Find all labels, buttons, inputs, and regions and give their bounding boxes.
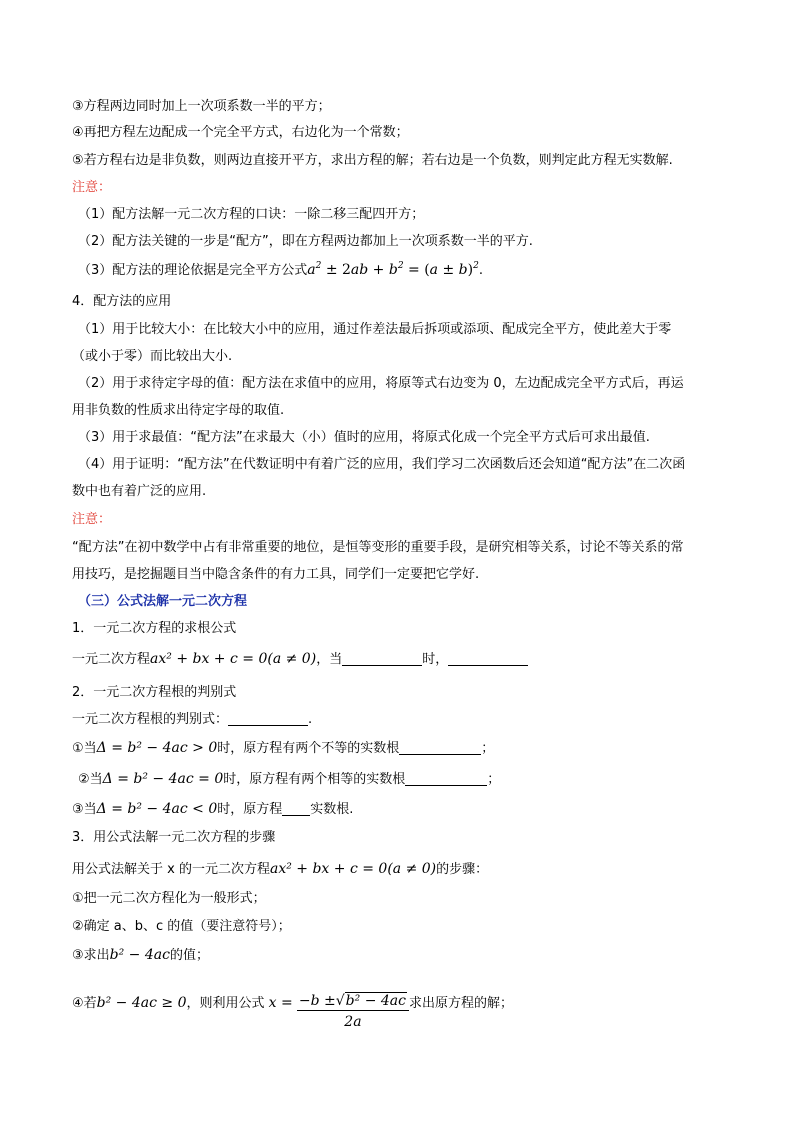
- note-heading-2: 注意：: [72, 512, 112, 527]
- discriminant-zero: Δ = b² − 4ac = 0: [102, 771, 224, 787]
- square-formula: $a^2 \pm 2ab + b^2 = (a \pm b)^2$: [307, 261, 479, 278]
- discriminant-expr: b² − 4ac: [109, 947, 170, 963]
- fill-blank: [342, 652, 422, 666]
- step-3-text: ③方程两边同时加上一次项系数一半的平方；: [72, 99, 331, 114]
- app-4-line-2: 数中也有着广泛的应用.: [72, 484, 207, 499]
- root-formula-lhs: x =: [268, 995, 293, 1011]
- step-list-1: ①把一元二次方程化为一般形式；: [72, 891, 266, 906]
- fill-blank: [399, 741, 481, 755]
- step-5-text: ⑤若方程右边是非负数，则两边直接开平方，求出方程的解；若右边是一个负数，则判定此方程无实数解.: [72, 153, 673, 168]
- app-3-text: （3）用于求最值：“配方法”在求最大（小）值时的应用，将原式化成一个完全平方式后可求出最值.: [78, 430, 650, 445]
- case-2: ②当Δ = b² − 4ac = 0时，原方程有两个相等的实数根 ；: [78, 771, 501, 787]
- discriminant-positive: Δ = b² − 4ac > 0: [96, 740, 218, 756]
- discriminant-negative: Δ = b² − 4ac < 0: [96, 801, 218, 817]
- fill-blank: [228, 712, 308, 726]
- note-para-line-2: 用技巧，是挖掘题目当中隐含条件的有力工具，同学们一定要把它学好.: [72, 567, 480, 582]
- step-list-4: ④若b² − 4ac ≥ 0，则利用公式 x = $\frac{\text{−b ±√b² − 4ac}}{2a}$ 求出原方程的解；: [72, 993, 513, 1030]
- note-item-3-label: （3）配方法的理论依据是完全平方公式: [78, 263, 308, 278]
- fill-blank: [282, 802, 310, 816]
- note-item-2: （2）配方法关键的一步是“配方”，即在方程两边都加上一次项系数一半的平方.: [78, 234, 533, 249]
- section-3-heading: （三）公式法解一元二次方程: [78, 594, 248, 609]
- formula-1-text: 一元二次方程ax² + bx + c = 0(a ≠ 0)，当 时，: [72, 650, 528, 669]
- note-para-line-1: “配方法”在初中数学中占有非常重要的地位，是恒等变形的重要手段，是研究相等关系，讨论不等关系的常: [72, 540, 684, 555]
- quadratic-equation-2: ax² + bx + c = 0(a ≠ 0): [269, 861, 437, 877]
- case-1: ①当Δ = b² − 4ac > 0时，原方程有两个不等的实数根 ；: [72, 740, 495, 756]
- formula-2-title: 2．一元二次方程根的判别式: [72, 685, 237, 700]
- app-1-line-2: （或小于零）而比较出大小.: [72, 349, 233, 364]
- note-item-1: （1）配方法解一元二次方程的口诀：一除二移三配四开方；: [78, 207, 425, 222]
- step-list-3: ③求出b² − 4ac的值；: [72, 947, 209, 963]
- formula-1-title: 1．一元二次方程的求根公式: [72, 621, 237, 636]
- formula-3-text: 用公式法解关于 x 的一元二次方程ax² + bx + c = 0(a ≠ 0)的步骤：: [72, 861, 489, 877]
- case-3: ③当Δ = b² − 4ac < 0时，原方程 实数根.: [72, 801, 354, 817]
- step-4-text: ④再把方程左边配成一个完全平方式，右边化为一个常数；: [72, 125, 409, 140]
- app-4-line-1: （4）用于证明：“配方法”在代数证明中有着广泛的应用，我们学习二次函数后还会知道“配方法”在二次函: [78, 457, 686, 472]
- fill-blank: [448, 652, 528, 666]
- note-heading: 注意：: [72, 180, 112, 195]
- quadratic-equation: ax² + bx + c = 0(a ≠ 0): [150, 651, 317, 667]
- step-list-2: ②确定 a、b、c 的值（要注意符号）；: [72, 919, 291, 934]
- fill-blank: [405, 772, 487, 786]
- discriminant-condition: b² − 4ac ≥ 0: [96, 995, 187, 1011]
- app-1-line-1: （1）用于比较大小：在比较大小中的应用，通过作差法最后拆项或添项、配成完全平方，使此差大于零: [78, 322, 672, 337]
- formula-3-title: 3．用公式法解一元二次方程的步骤: [72, 830, 276, 845]
- root-formula-fraction: $\frac{\text{−b ±√b² − 4ac}}{2a}$: [297, 992, 409, 1031]
- section-4-title: 4．配方法的应用: [72, 294, 172, 309]
- discriminant-text: 一元二次方程根的判别式： .: [72, 712, 313, 727]
- note-item-3: （3）配方法的理论依据是完全平方公式$a^2 \pm 2ab + b^2 = (a \pm b)^2$.: [78, 261, 483, 278]
- app-2-line-2: 用非负数的性质求出待定字母的取值.: [72, 403, 285, 418]
- app-2-line-1: （2）用于求待定字母的值：配方法在求值中的应用，将原等式右边变为 0，左边配成完全平方式后，再运: [78, 376, 684, 391]
